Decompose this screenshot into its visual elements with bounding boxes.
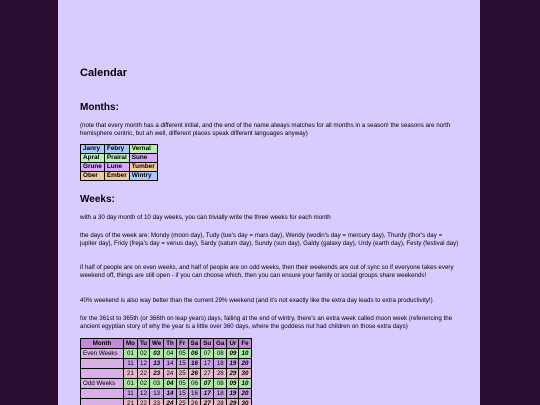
day-cell: 20	[239, 389, 251, 399]
day-cell: 10	[239, 349, 251, 359]
table-row	[81, 349, 252, 359]
month-cell: Vernal	[129, 145, 157, 154]
day-cell: 11	[124, 359, 138, 369]
day-cell: 25	[176, 369, 188, 379]
day-cell: 18	[214, 389, 227, 399]
day-cell: 27	[201, 369, 214, 379]
day-cell: 13	[150, 389, 164, 399]
month-cell: Apral	[81, 154, 105, 163]
weekday-header: Su	[201, 339, 214, 349]
weekday-header: Mo	[124, 339, 138, 349]
day-cell: 17	[201, 359, 214, 369]
day-cell: 16	[188, 359, 201, 369]
month-cell: Febry	[104, 145, 129, 154]
day-cell: 09	[227, 349, 239, 359]
day-cell: 29	[227, 399, 239, 405]
day-cell: 06	[188, 349, 201, 359]
day-cell: 23	[150, 399, 164, 405]
day-cell: 04	[164, 379, 177, 389]
weekday-header: Fr	[176, 339, 188, 349]
day-cell: 17	[201, 389, 214, 399]
day-cell: 30	[239, 369, 251, 379]
page-content	[58, 0, 480, 405]
day-cell: 22	[137, 399, 149, 405]
day-cell: 28	[214, 369, 227, 379]
day-cell: 24	[164, 399, 177, 405]
week-row-label	[81, 359, 124, 369]
week-row-label	[81, 389, 124, 399]
table-row	[81, 359, 252, 369]
day-cell: 25	[176, 399, 188, 405]
weekday-header: Th	[164, 339, 177, 349]
month-cell: Ember	[104, 172, 129, 181]
weeks-table	[80, 338, 252, 405]
weeks-paragraph-4: 40% weekend is also way better than the current 29% weekend (and it's not exactly like the extra day leads to extra productivity!)	[80, 297, 433, 304]
months-heading: Months:	[80, 102, 119, 113]
table-row	[81, 369, 252, 379]
month-cell: Grune	[81, 163, 105, 172]
day-cell: 27	[201, 399, 214, 405]
day-cell: 19	[227, 359, 239, 369]
day-cell: 03	[150, 379, 164, 389]
week-row-label: Odd Weeks	[81, 379, 124, 389]
day-cell: 14	[164, 389, 177, 399]
month-cell: Sune	[129, 154, 157, 163]
day-cell: 11	[124, 389, 138, 399]
day-cell: 08	[214, 349, 227, 359]
table-row	[81, 389, 252, 399]
day-cell: 07	[201, 349, 214, 359]
month-cell: Lune	[104, 163, 129, 172]
day-cell: 18	[214, 359, 227, 369]
weeks-paragraph-1: with a 30 day month of 10 day weeks, you can trivially write the three weeks for each month	[80, 214, 331, 221]
day-cell: 10	[239, 379, 251, 389]
weeks-header-month: Month	[81, 339, 124, 349]
weekday-header: Tu	[137, 339, 149, 349]
day-cell: 12	[137, 359, 149, 369]
day-cell: 01	[124, 379, 138, 389]
day-cell: 03	[150, 349, 164, 359]
day-cell: 24	[164, 369, 177, 379]
month-cell: Prairal	[104, 154, 129, 163]
month-cell: Tumber	[129, 163, 157, 172]
weekday-header: Sa	[188, 339, 201, 349]
week-row-label	[81, 369, 124, 379]
weekday-header: Ga	[214, 339, 227, 349]
day-cell: 08	[214, 379, 227, 389]
day-cell: 28	[214, 399, 227, 405]
day-cell: 22	[137, 369, 149, 379]
table-row	[81, 379, 252, 389]
day-cell: 02	[137, 349, 149, 359]
weekday-header: Fe	[239, 339, 251, 349]
table-row	[81, 399, 252, 405]
day-cell: 26	[188, 369, 201, 379]
day-cell: 19	[227, 389, 239, 399]
weeks-paragraph-5: for the 361st to 365th (or 366th on leap years) days, falling at the end of wintry, there's an extra week called moon week (referencing the ancient egyptian story of why the year is a little over 360 days, where the goddess nut had children on those extra days)	[80, 315, 453, 330]
week-row-label: Even Weeks	[81, 349, 124, 359]
day-cell: 05	[176, 379, 188, 389]
day-cell: 04	[164, 349, 177, 359]
day-cell: 15	[176, 389, 188, 399]
day-cell: 06	[188, 379, 201, 389]
day-cell: 09	[227, 379, 239, 389]
day-cell: 13	[150, 359, 164, 369]
weeks-heading: Weeks:	[80, 194, 115, 205]
day-cell: 07	[201, 379, 214, 389]
day-cell: 16	[188, 389, 201, 399]
weekday-header: We	[150, 339, 164, 349]
day-cell: 20	[239, 359, 251, 369]
weeks-paragraph-2: the days of the week are: Mondy (moon day), Tudy (tue's day = mars day), Wendy (wodin's day = mercury day), Thurdy (thor's day = jupiter day), Fridy (freja's day = venus day), Sardy (saturn day), Sundy (sun day), Galdy (galaxy day), Urdy (earth day), Festy (festival day)	[80, 232, 459, 247]
day-cell: 21	[124, 399, 138, 405]
day-cell: 23	[150, 369, 164, 379]
day-cell: 02	[137, 379, 149, 389]
day-cell: 15	[176, 359, 188, 369]
day-cell: 14	[164, 359, 177, 369]
month-cell: Ober	[81, 172, 105, 181]
day-cell: 12	[137, 389, 149, 399]
month-cell: Wintry	[129, 172, 157, 181]
week-row-label	[81, 399, 124, 405]
months-note: (note that every month has a different initial, and the end of the name always matches for all months in a season! the seasons are north hemisphere centric, but ah well, different places speak different languages anyway)	[80, 122, 451, 137]
month-cell: Janry	[81, 145, 105, 154]
day-cell: 26	[188, 399, 201, 405]
weeks-paragraph-3: if half of people are on even weeks, and half of people are on odd weeks, then their weekends are out of sync so if everyone takes every weekend off, things are still open - if you can choose which, then you can ensure your family or social groups share weekends!	[80, 264, 454, 279]
day-cell: 30	[239, 399, 251, 405]
months-table	[80, 144, 158, 181]
day-cell: 01	[124, 349, 138, 359]
day-cell: 21	[124, 369, 138, 379]
page-title: Calendar	[80, 67, 128, 79]
day-cell: 05	[176, 349, 188, 359]
weekday-header: Ur	[227, 339, 239, 349]
day-cell: 29	[227, 369, 239, 379]
